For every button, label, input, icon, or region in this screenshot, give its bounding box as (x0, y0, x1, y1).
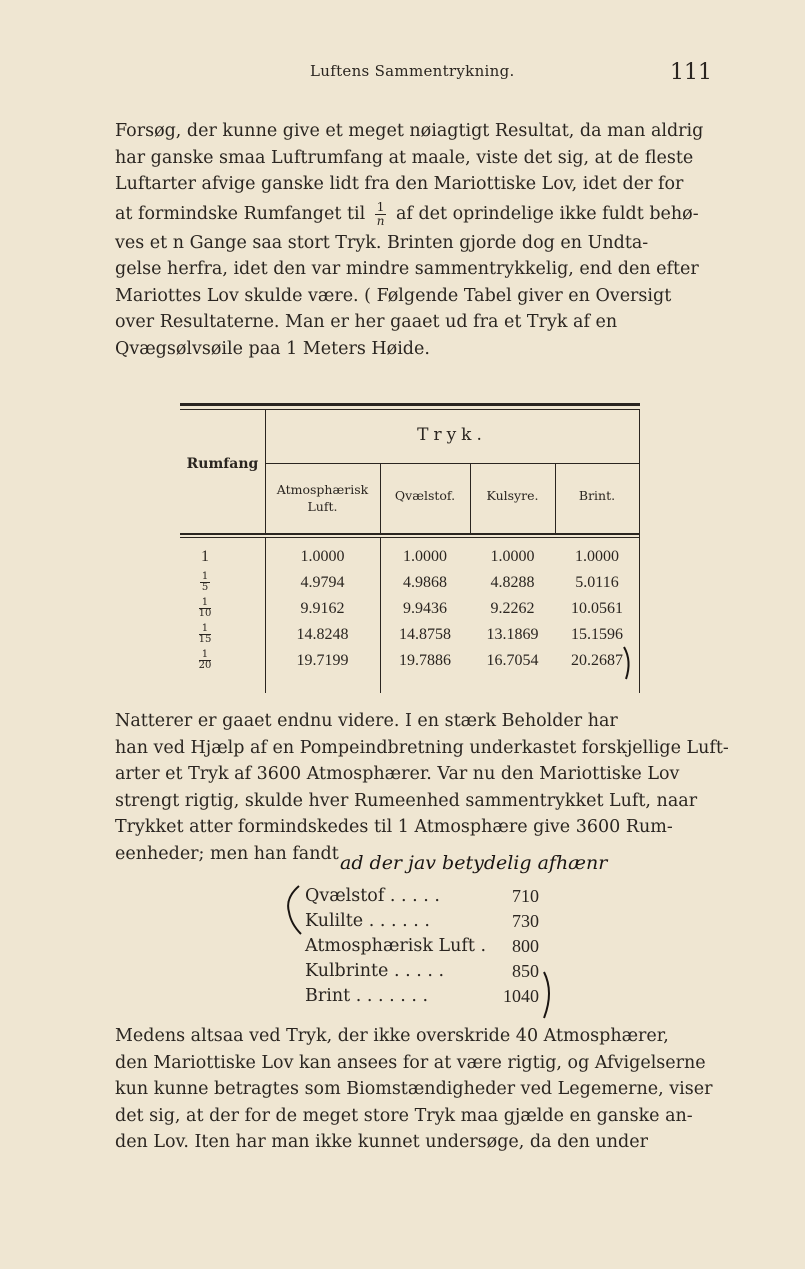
table-cell: 1.0000 (490, 548, 535, 565)
text-line-with-fraction (115, 198, 727, 230)
text-line: har ganske smaa Luftrumfang at maale, viste det sig, at de fleste (115, 147, 694, 168)
rumfang-header: Rumfang (186, 456, 259, 472)
rumfang-value: $\frac{1}{5}$ (201, 571, 209, 593)
paragraph-2 (115, 708, 727, 867)
table-top-rule (180, 403, 640, 406)
paragraph-1 (115, 118, 727, 362)
text-line: eenheder; men han fandt (115, 843, 339, 864)
table-cell: 4.9794 (300, 574, 345, 591)
text-line: Medens altsaa ved Tryk, der ikke overskride 40 Atmosphærer, (115, 1026, 669, 1046)
gas-name: Kulilte . . . . . . (305, 911, 430, 931)
table-cell: 19.7199 (296, 652, 349, 669)
gas-list (305, 884, 545, 1009)
text-line: Qvægsølvsøile paa 1 Meters Høide. (115, 338, 430, 359)
column-header-nitrogen: Qvælstof. (394, 488, 456, 503)
table-row (180, 571, 640, 600)
text-line: Forsøg, der kunne give et meget nøiagtigt Resultat, da man aldrig (115, 121, 704, 141)
table-cell: 13.1869 (486, 626, 539, 643)
table-cell: 15.1596 (571, 626, 623, 643)
handwritten-bracket-left (283, 884, 303, 940)
gas-name: Atmosphærisk Luft . (305, 936, 487, 956)
table-cell: 1.0000 (403, 548, 447, 565)
gas-value: 850 (512, 961, 539, 981)
table-cell: 16.7054 (486, 652, 539, 669)
fraction (375, 201, 387, 228)
list-item (305, 934, 545, 959)
table-cell: 9.9436 (403, 600, 447, 617)
text-line: Natterer er gaaet endnu videre. I en stærk Beholder har (115, 711, 618, 731)
column-header-hydrogen: Brint. (578, 488, 616, 503)
table-cell: 14.8758 (399, 626, 451, 643)
text-fragment: at formindske Rumfanget til (115, 203, 366, 224)
rumfang-value: $\frac{1}{20}$ (198, 649, 212, 671)
text-line: den Mariottiske Lov kan ansees for at være rigtig, og Afvigelserne (115, 1052, 706, 1073)
paragraph-3 (115, 1023, 727, 1156)
text-line: det sig, at der for de meget store Tryk maa gjælde en ganske an- (115, 1105, 693, 1126)
gas-name: Brint . . . . . . . (305, 986, 429, 1006)
table-cell: 1.0000 (300, 548, 345, 565)
table-cell: 1.0000 (575, 548, 619, 565)
text-line: strengt rigtig, skulde hver Rumeenhed sammentrykket Luft, naar (115, 790, 698, 811)
text-line: over Resultaterne. Man er her gaaet ud fra et Tryk af en (115, 312, 618, 332)
column-header-carbonic-acid: Kulsyre. (486, 488, 539, 503)
fraction-denominator: n (376, 213, 385, 228)
text-line: han ved Hjælp af en Pompeindbretning underkastet forskjellige Luft- (115, 737, 729, 758)
handwritten-annotation: ad der jav betydelig afhænr (340, 852, 608, 874)
gas-value: 1040 (503, 986, 539, 1006)
text-line: den Lov. Iten har man ikke kunnet undersøge, da den under (115, 1132, 648, 1152)
text-line: kun kunne betragtes som Biomstændigheder ved Legemerne, viser (115, 1079, 713, 1099)
rumfang-value: 1 (201, 548, 209, 565)
page-number: 111 (670, 60, 712, 85)
list-item (305, 959, 545, 984)
list-item (305, 884, 545, 909)
table-header-rule (180, 533, 640, 535)
column-header-atmospheric-air: Atmosphærisk Luft. (276, 482, 369, 514)
fraction-numerator: 1 (376, 199, 385, 214)
tryk-header: Tryk. (417, 425, 487, 445)
rumfang-value: $\frac{1}{15}$ (198, 623, 212, 645)
text-line: arter et Tryk af 3600 Atmosphærer. Var nu den Mariottiske Lov (115, 764, 680, 784)
list-item (305, 984, 545, 1009)
table-cell: 9.9162 (300, 600, 345, 617)
list-item (305, 909, 545, 934)
table-row (180, 597, 640, 626)
handwritten-bracket-mark (620, 643, 636, 683)
table-cell: 19.7886 (399, 652, 451, 669)
text-line: Luftarter afvige ganske lidt fra den Mariottiske Lov, idet der for (115, 174, 684, 194)
table-row (180, 623, 640, 652)
gas-value: 800 (512, 936, 539, 956)
text-line: Trykket atter formindskedes til 1 Atmosphære give 3600 Rum- (115, 817, 673, 837)
running-title: Luftens Sammentrykning. (310, 62, 515, 80)
table-top-rule-thin (180, 409, 640, 410)
gas-value: 710 (512, 886, 539, 906)
text-line: gelse herfra, idet den var mindre sammentrykkelig, end den efter (115, 259, 699, 279)
text-line: Mariottes Lov skulde være. ( Følgende Tabel giver en Oversigt (115, 285, 672, 306)
table-cell: 20.2687 (571, 652, 623, 669)
text-fragment: af det oprindelige ikke fuldt behø- (395, 203, 699, 224)
gas-name: Kulbrinte . . . . . (305, 961, 445, 981)
table-row (180, 548, 640, 574)
table-header-rule-thin (180, 537, 640, 538)
text-line: ves et n Gange saa stort Tryk. Brinten gjorde dog en Undta- (115, 232, 649, 253)
table-row (180, 649, 640, 678)
table-cell: 4.8288 (490, 574, 535, 591)
table-cell: 5.0116 (575, 574, 619, 591)
table-rule (265, 463, 639, 464)
gas-name: Qvælstof . . . . . (305, 886, 440, 906)
gas-value: 730 (512, 911, 539, 931)
table-cell: 4.9868 (403, 574, 447, 591)
table-cell: 14.8248 (296, 626, 349, 643)
rumfang-value: $\frac{1}{10}$ (198, 597, 212, 619)
table-cell: 10.0561 (571, 600, 623, 617)
table-cell: 9.2262 (490, 600, 535, 617)
